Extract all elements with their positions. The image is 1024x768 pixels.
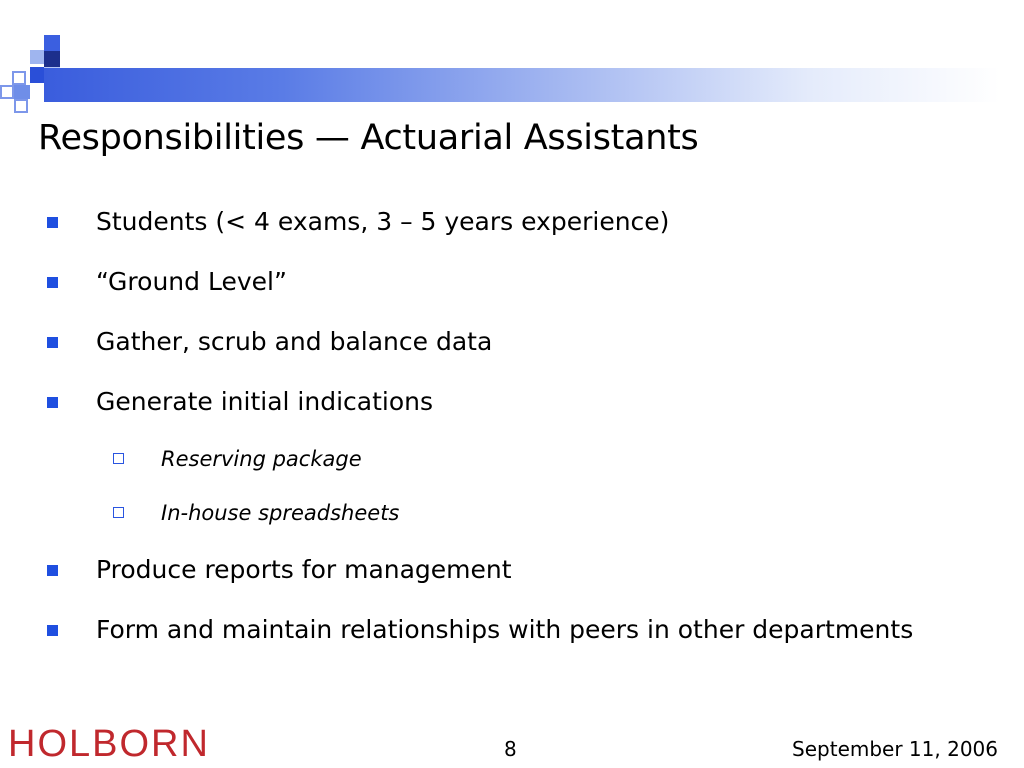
- bullet-item: Gather, scrub and balance data: [96, 327, 493, 356]
- slide-title: Responsibilities — Actuarial Assistants: [38, 118, 699, 158]
- hollow-square-bullet-icon: [113, 507, 124, 518]
- bullet-square-icon: [47, 565, 58, 576]
- bullet-item: Produce reports for management: [96, 555, 512, 584]
- hollow-square-bullet-icon: [113, 453, 124, 464]
- bullet-square-icon: [47, 277, 58, 288]
- title-banner-gradient: [44, 68, 1000, 102]
- bullet-square-icon: [47, 625, 58, 636]
- bullet-item: “Ground Level”: [96, 267, 287, 296]
- sub-bullet-item: Reserving package: [161, 447, 362, 471]
- bullet-item: Generate initial indications: [96, 387, 433, 416]
- bullet-item: Form and maintain relationships with peers in other departments: [96, 615, 914, 644]
- sub-bullet-item: In-house spreadsheets: [161, 501, 400, 525]
- bullet-square-icon: [47, 337, 58, 348]
- page-number: 8: [504, 737, 517, 761]
- bullet-square-icon: [47, 397, 58, 408]
- holborn-logo: HOLBORN: [8, 723, 210, 765]
- footer-date: September 11, 2006: [792, 737, 998, 761]
- bullet-square-icon: [47, 217, 58, 228]
- bullet-item: Students (< 4 exams, 3 – 5 years experience): [96, 207, 670, 236]
